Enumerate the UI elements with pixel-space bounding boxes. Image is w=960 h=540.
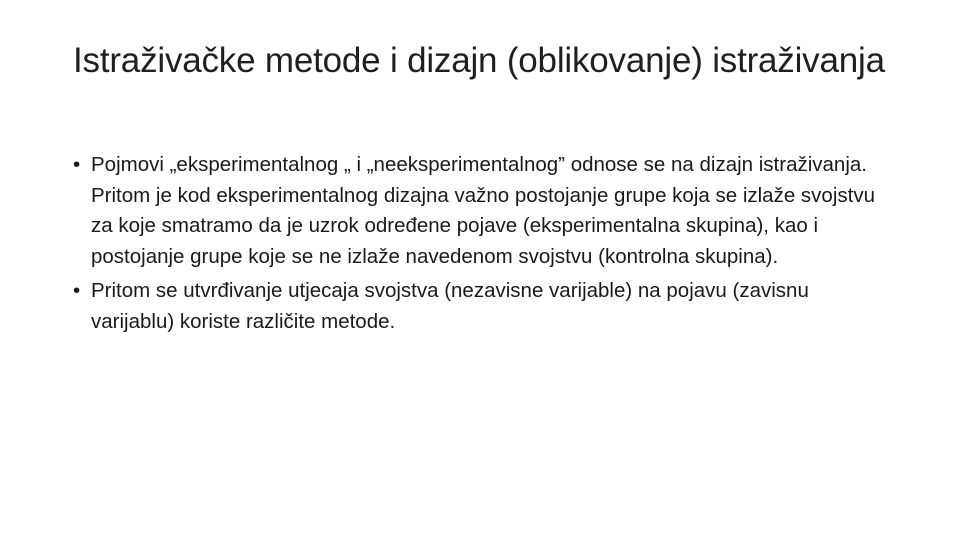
bullet-text: Pritom se utvrđivanje utjecaja svojstva (nezavisne varijable) na pojavu (zavisnu varijablu) koriste različite metode. — [91, 279, 809, 333]
bullet-item — [73, 150, 893, 272]
bullet-marker-icon: • — [73, 279, 81, 302]
bullet-text: Pojmovi „eksperimentalnog „ i „neeksperimentalnog” odnose se na dizajn istraživanja. Pritom je kod eksperimentalnog dizajna važno postojanje grupe koja se izlaže svojstvu za koje smatramo da je uzrok određene pojave (eksperimentalna skupina), kao i postojanje grupe koje se ne izlaže navedenom svojstvu (kontrolna skupina). — [91, 153, 875, 268]
bullet-item — [73, 276, 893, 337]
slide-title: Istraživačke metode i dizajn (oblikovanje) istraživanja — [73, 41, 885, 80]
bullet-list — [73, 150, 893, 341]
bullet-marker-icon: • — [73, 153, 81, 176]
